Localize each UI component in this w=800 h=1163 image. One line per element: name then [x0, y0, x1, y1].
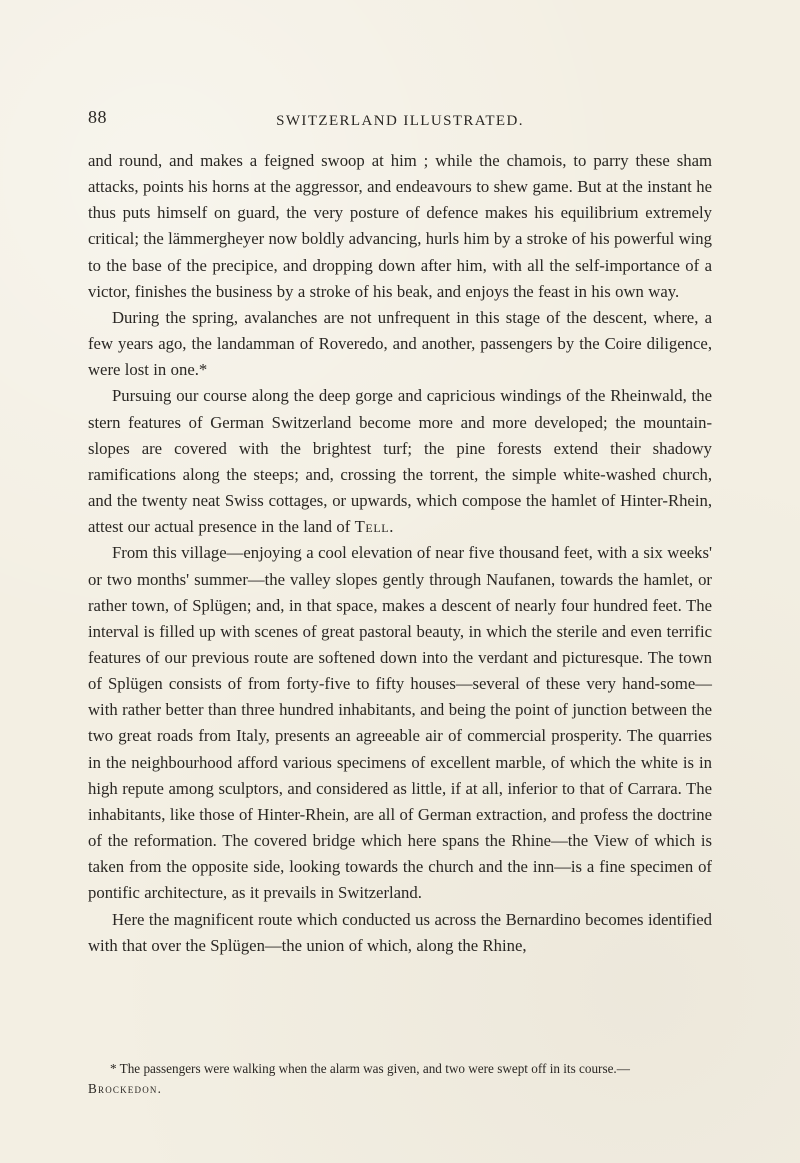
paragraph-4: From this village—enjoying a cool elevation of near five thousand feet, with a six weeks' or two months' summer—the valley slopes gently through Naufanen, towards the hamlet, or rather town, of Splügen; and, in that space, makes a descent of nearly four hundred feet. The interval is filled up with scenes of great pastoral beauty, in which the sterile and even terrific features of our previous route are softened down into the verdant and picturesque. The town of Splügen consists of from forty-five to fifty houses—several of these very hand-some—with rather better than three hundred inhabitants, and being the point of junction between the two great roads from Italy, presents an agreeable air of commercial prosperity. The quarries in the neighbourhood afford various specimens of excellent marble, of which the white is in high repute among sculptors, and considered as little, if at all, inferior to that of Carrara. The inhabitants, like those of Hinter-Rhein, are all of German extraction, and profess the doctrine of the reformation. The covered bridge which here spans the Rhine—the View of which is taken from the opposite side, looking towards the church and the inn—is a fine specimen of pontific architecture, as it prevails in Switzerland.: [88, 543, 712, 903]
running-head: SWITZERLAND ILLUSTRATED.: [276, 113, 524, 129]
paragraph-2: During the spring, avalanches are not unfrequent in this stage of the descent, where, a few years ago, the landamman of Roveredo, and another, passengers by the Coire diligence, were lost in one.*: [88, 307, 712, 380]
paragraph-5: Here the magnificent route which conducted us across the Bernardino becomes identified with that over the Splügen—the union of which, along the Rhine,: [88, 909, 712, 955]
footnote: [88, 1059, 712, 1099]
paragraph-3: [88, 383, 712, 540]
paragraph-3-text: Pursuing our course along the deep gorge and capricious windings of the Rheinwald, the stern features of German Switzerland become more and more developed; the mountain-slopes are covered with the brightest turf; the pine forests extend their shadowy ramifications along the steeps; and, crossing the torrent, the simple white-washed church, and the twenty neat Swiss cottages, or upwards, which compose the hamlet of Hinter-Rhein, attest our actual presence in the land of: [88, 386, 712, 537]
tell-smallcaps: Tell: [354, 517, 390, 537]
page-number: 88: [88, 107, 107, 127]
footnote-attribution: Brockedon.: [88, 1081, 163, 1096]
main-text: [88, 148, 712, 959]
paragraph-3-end: .: [389, 517, 394, 537]
footnote-text: * The passengers were walking when the alarm was given, and two were swept off in its course.—: [110, 1061, 630, 1076]
paragraph-1: and round, and makes a feigned swoop at him ; while the chamois, to parry these sham attacks, points his horns at the aggressor, and endeavours to shew game. But at the instant he thus puts himself on guard, the very posture of defence makes his equilibrium extremely critical; the lämmergheyer now boldly advancing, hurls him by a stroke of his powerful wing to the base of the precipice, and dropping down after him, with all the self-importance of a victor, finishes the business by a stroke of his beak, and enjoys the feast in his own way.: [88, 151, 712, 301]
